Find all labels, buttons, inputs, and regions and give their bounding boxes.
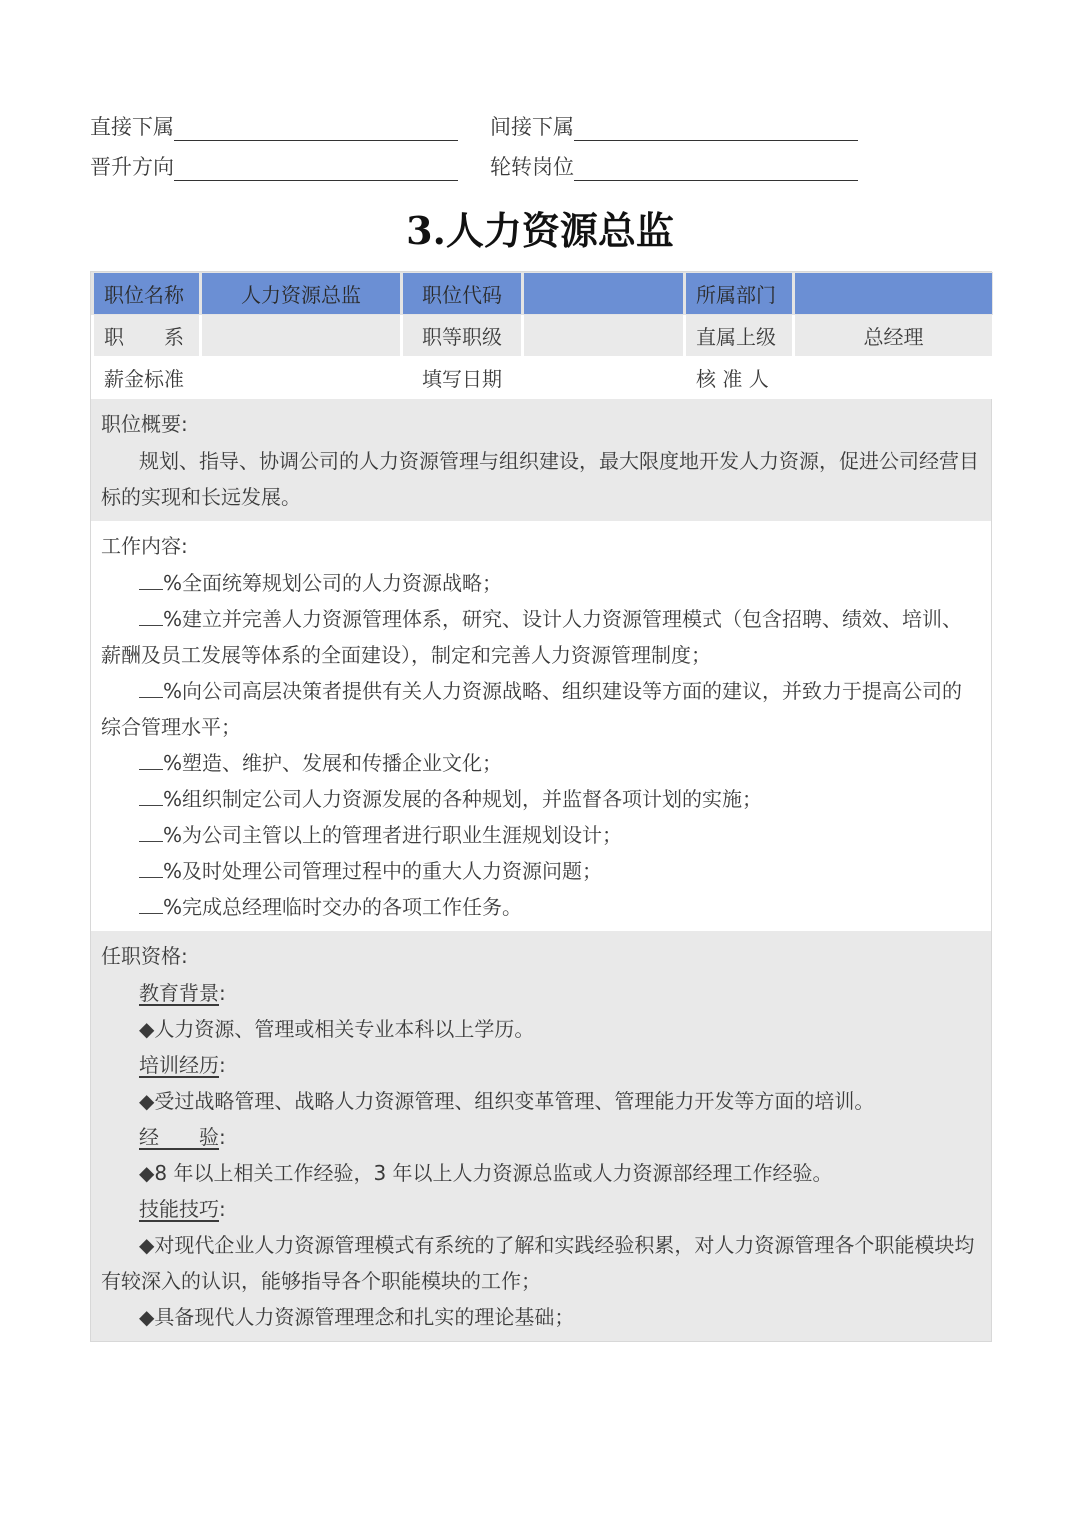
list-item	[101, 745, 981, 781]
position-info-table	[91, 272, 993, 399]
experience-label: 经 验	[139, 1125, 219, 1149]
cell-value[interactable]: 总经理	[794, 315, 993, 357]
list-item	[101, 673, 981, 745]
qualifications-heading: 任职资格:	[101, 944, 188, 968]
list-item	[101, 781, 981, 817]
cell-value[interactable]	[794, 357, 993, 399]
work-content-heading: 工作内容:	[101, 534, 188, 558]
rotation-line[interactable]	[574, 156, 858, 181]
cell-label: 职位名称	[93, 273, 201, 315]
education-label: 教育背景	[139, 981, 219, 1005]
cell-value[interactable]	[794, 273, 993, 315]
indirect-subordinate-label: 间接下属	[490, 115, 574, 139]
overview-section	[91, 399, 991, 521]
cell-label: 职等职级	[402, 315, 523, 357]
cell-label: 直属上级	[685, 315, 794, 357]
blank-line[interactable]	[139, 679, 163, 698]
list-item	[101, 565, 981, 601]
promotion-field	[90, 151, 490, 181]
list-item-text: %向公司高层决策者提供有关人力资源战略、组织建设等方面的建议，并致力于提高公司的综合管理水平；	[101, 679, 963, 739]
blank-line[interactable]	[139, 607, 163, 626]
direct-subordinate-field	[90, 111, 490, 141]
indirect-subordinate-field	[490, 111, 890, 141]
rotation-field	[490, 151, 890, 181]
skills-text-1: ◆对现代企业人力资源管理模式有系统的了解和实践经验积累，对人力资源管理各个职能模块均有较深入的认识，能够指导各个职能模块的工作；	[101, 1233, 975, 1293]
work-content-section	[91, 521, 991, 931]
list-item-text: %全面统筹规划公司的人力资源战略；	[163, 571, 503, 595]
skills-text-2: ◆具备现代人力资源管理理念和扎实的理论基础；	[139, 1305, 575, 1329]
experience-text: ◆8 年以上相关工作经验，3 年以上人力资源总监或人力资源部经理工作经验。	[139, 1161, 833, 1185]
cell-value[interactable]	[201, 357, 402, 399]
blank-line[interactable]	[139, 823, 163, 842]
list-item	[101, 853, 981, 889]
cell-label: 填写日期	[402, 357, 523, 399]
page-title: 3.人力资源总监	[406, 208, 674, 253]
job-description-sheet	[90, 271, 992, 1342]
list-item-text: %及时处理公司管理过程中的重大人力资源问题；	[163, 859, 603, 883]
list-item-text: %为公司主管以上的管理者进行职业生涯规划设计；	[163, 823, 623, 847]
education-text: ◆人力资源、管理或相关专业本科以上学历。	[139, 1017, 535, 1041]
cell-value[interactable]	[523, 357, 685, 399]
header-row-2	[90, 146, 890, 186]
blank-line[interactable]	[139, 787, 163, 806]
cell-value[interactable]	[523, 273, 685, 315]
skills-label: 技能技巧	[139, 1197, 219, 1221]
table-row	[93, 315, 993, 357]
table-row	[93, 357, 993, 399]
blank-line[interactable]	[139, 571, 163, 590]
cell-value[interactable]	[523, 315, 685, 357]
list-item	[101, 889, 981, 925]
table-row	[93, 273, 993, 315]
qualifications-section	[91, 931, 991, 1341]
cell-label: 职 系	[93, 315, 201, 357]
cell-label: 薪金标准	[93, 357, 201, 399]
training-subheading: 培训经历:	[139, 1053, 226, 1077]
list-item-text: %组织制定公司人力资源发展的各种规划，并监督各项计划的实施；	[163, 787, 763, 811]
rotation-label: 轮转岗位	[490, 155, 574, 179]
blank-line[interactable]	[139, 895, 163, 914]
list-item-text: %建立并完善人力资源管理体系，研究、设计人力资源管理模式（包含招聘、绩效、培训、薪酬及员工发展等体系的全面建设），制定和完善人力资源管理制度；	[101, 607, 963, 667]
list-item-text: %塑造、维护、发展和传播企业文化；	[163, 751, 503, 775]
training-label: 培训经历	[139, 1053, 219, 1077]
experience-subheading: 经 验:	[139, 1125, 226, 1149]
blank-line[interactable]	[139, 859, 163, 878]
header-fields	[90, 106, 890, 186]
cell-label: 职位代码	[402, 273, 523, 315]
direct-subordinate-label: 直接下属	[90, 115, 174, 139]
header-row-1	[90, 106, 890, 146]
cell-label: 核 准 人	[685, 357, 794, 399]
cell-value[interactable]	[201, 315, 402, 357]
overview-text: 规划、指导、协调公司的人力资源管理与组织建设，最大限度地开发人力资源，促进公司经营目标的实现和长远发展。	[101, 449, 979, 509]
promotion-line[interactable]	[174, 156, 458, 181]
cell-value[interactable]: 人力资源总监	[201, 273, 402, 315]
blank-line[interactable]	[139, 751, 163, 770]
training-text: ◆受过战略管理、战略人力资源管理、组织变革管理、管理能力开发等方面的培训。	[139, 1089, 875, 1113]
cell-label: 所属部门	[685, 273, 794, 315]
education-subheading: 教育背景:	[139, 981, 226, 1005]
indirect-subordinate-line[interactable]	[574, 116, 858, 141]
direct-subordinate-line[interactable]	[174, 116, 458, 141]
list-item-text: %完成总经理临时交办的各项工作任务。	[163, 895, 523, 919]
overview-heading: 职位概要:	[101, 412, 188, 436]
list-item	[101, 601, 981, 673]
promotion-label: 晋升方向	[90, 155, 174, 179]
list-item	[101, 817, 981, 853]
skills-subheading: 技能技巧:	[139, 1197, 226, 1221]
